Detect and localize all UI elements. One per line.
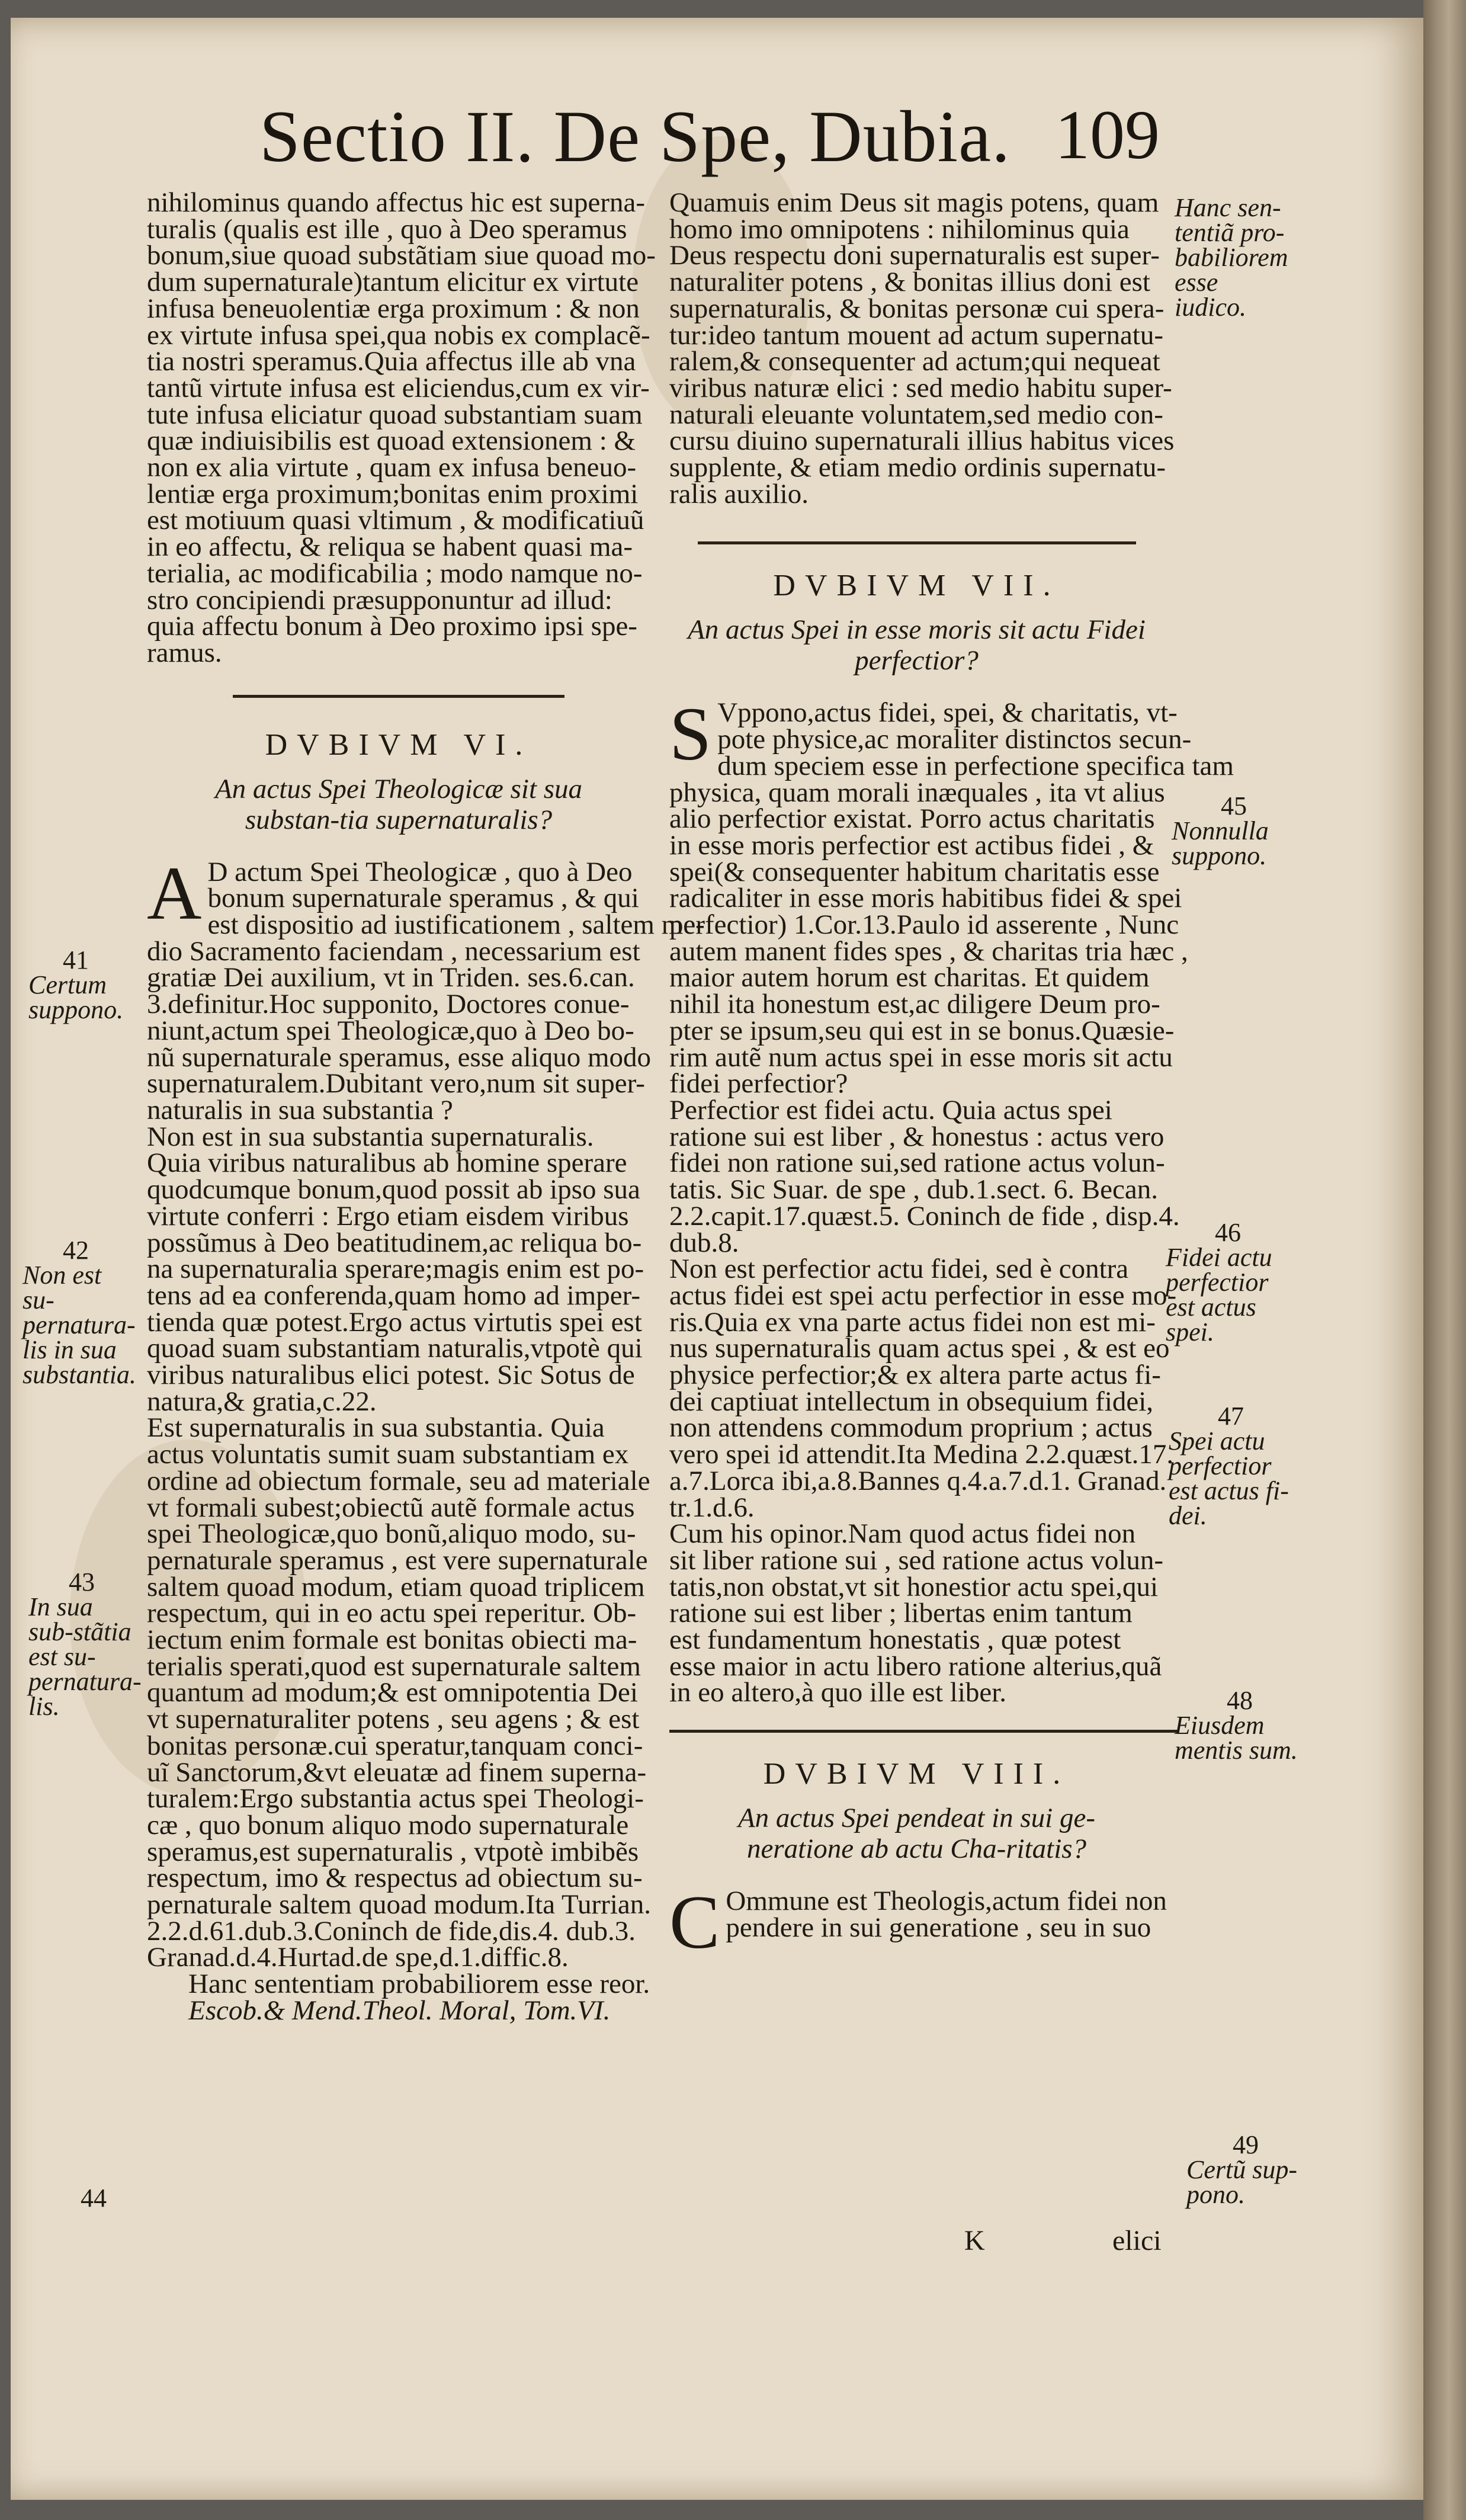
text-line: virtute conferri : Ergo etiam eisdem viribus [147,1200,629,1232]
paragraph-41 [147,851,705,1126]
paragraph-continuation [147,187,656,668]
text-line: pote physice,ac moraliter distinctos secun- [717,724,1192,755]
text-line: naturali eleuante voluntatem,sed medio con- [669,399,1163,430]
paragraph-continuation-right [669,187,1175,509]
text-line: est motiuum quasi vltimum , & modificatiuũ [147,505,644,536]
text-line: iectum enim formale est bonitas obiecti ma- [147,1624,637,1656]
text-line: ramus. [147,637,222,668]
text-line: non ex alia virtute , quam ex infusa beneuo- [147,452,637,483]
text-line: tienda quæ potest.Ergo actus virtutis spei est [147,1306,642,1338]
text-line: tens ad ea conferenda,quam homo ad imper- [147,1280,640,1311]
text-line: supplente, & etiam medio ordinis supernatu- [669,452,1166,483]
text-line: tur:ideo tantum mouent ad actum supernatu- [669,319,1164,351]
dubium-8-question: An actus Spei pendeat in sui ge-neratione ab actu Cha-ritatis? [737,1803,1096,1865]
text-line: maior autem horum est charitas. Et quidem [669,962,1150,993]
text-line: dum supernaturale)tantum elicitur ex virtute [147,267,639,298]
text-line: Vppono,actus fidei, spei, & charitatis, vt- [717,697,1178,729]
text-line: Perfectior est fidei actu. Quia actus spei [669,1094,1112,1126]
text-line: niunt,actum spei Theologicæ,quo à Deo bo- [147,1015,634,1046]
text-line: spei(& consequenter habitum charitatis esse [669,856,1160,887]
text-line: stro concipiendi præsupponuntur ad illud: [147,584,612,615]
text-line: nihilominus quando affectus hic est superna- [147,187,646,218]
text-line: vt formali subest;obiectũ autẽ formale actus [147,1492,635,1523]
text-line: tantũ virtute infusa est eliciendus,cum ex vir- [147,372,650,403]
text-line: ris.Quia ex vna parte actus fidei non est mi- [669,1306,1156,1338]
text-line: cursu diuino supernaturali illius habitus vices [669,425,1175,457]
text-line: natura,& gratia,c.22. [147,1386,377,1417]
text-line: nũ supernaturale speramus, esse aliquo modo [147,1041,652,1073]
text-line: pernaturale saltem quoad modum.Ita Turrian. [147,1889,652,1921]
text-line: ratione sui est liber , & honestus : actus vero [669,1121,1165,1152]
text-line: tia nostri speramus.Quia affectus ille ab vna [147,346,636,377]
paragraph-47 [669,1253,1177,1523]
text-line: saltem quoad modum, etiam quoad triplicem [147,1571,645,1602]
text-line: in eo affectu, & reliqua se habent quasi ma- [147,531,633,563]
text-line: dub.8. [669,1227,739,1258]
signature-mark: K [964,2225,985,2256]
text-line: quia affectu bonum à Deo proximo ipsi spe- [147,611,637,642]
text-line: cæ , quo bonum aliquo modo supernaturale [147,1809,629,1841]
initial-letter-c: C [669,1880,720,1965]
book-gutter [1423,0,1466,2520]
text-line: pter se ipsum,seu qui est in se bonus.Quæsie- [669,1015,1175,1046]
text-line: quodcumque bonum,quod possit ab ipso sua [147,1174,640,1206]
initial-letter-s: S [669,692,712,777]
text-line: autem manent fides spes , & charitas tria hæc , [669,935,1188,967]
text-line: ratione sui est liber ; libertas enim tantum [669,1598,1133,1629]
text-line: pendere in sui generatione , seu in suo [726,1912,1151,1943]
text-line: gratiæ Dei auxilium, vt in Triden. ses.6.can. [147,962,635,993]
text-line: 2.2.capit.17.quæst.5. Coninch de fide , disp.4. [669,1200,1180,1232]
paragraph-42 [147,1121,650,1417]
text-line: Deus respectu doni supernaturalis est super- [669,240,1160,271]
text-line: Non est perfectior actu fidei, sed è contra [669,1253,1129,1285]
text-line: turalem:Ergo substantia actus spei Theologi- [147,1783,644,1814]
catchline: Escob.& Mend.Theol. Moral, Tom.VI. [188,1995,611,2026]
text-line: respectum, imo & respectus ad obiectum su- [147,1862,643,1894]
text-line: est dispositio ad iustificationem , saltem me- [207,909,705,941]
text-line: D actum Spei Theologicæ , quo à Deo [207,856,633,887]
text-line: bonum supernaturale speramus , & qui [207,883,639,914]
text-line: a.7.Lorca ibi,a.8.Bannes q.4.a.7.d.1. Granad. [669,1465,1167,1496]
text-line: possũmus à Deo beatitudinem,ac reliqua bo- [147,1227,642,1258]
dubium-6-heading: DVBIVM VI. [265,727,532,762]
text-line: radicaliter in esse moris habitibus fidei & spei [669,883,1182,914]
paragraph-46 [669,1094,1180,1258]
text-line: dio Sacramento faciendam , necessarium est [147,935,640,967]
margin-note-45: 45 Nonnulla suppono. [1172,791,1269,870]
text-line: viribus naturalibus elici potest. Sic Sotus de [147,1360,635,1391]
text-line: 2.2.d.61.dub.3.Coninch de fide,dis.4. dub.3. [147,1915,636,1947]
book-page [11,18,1423,2500]
text-line: viribus naturæ elici : sed medio habitu super- [669,372,1172,403]
text-line: Ommune est Theologis,actum fidei non [726,1886,1167,1917]
text-line: tr.1.d.6. [669,1492,755,1523]
margin-note-43: 43 In sua sub-stãtia est su-pernatura-lis. [28,1567,142,1721]
text-line: Granad.d.4.Hurtad.de spe,d.1.diffic.8. [147,1942,569,1973]
paragraph-49 [669,1880,1167,1965]
text-line: terialia, ac modificabilia ; modo namque no- [147,557,643,589]
page-number: 109 [1055,96,1160,174]
text-line: Cum his opinor.Nam quod actus fidei non [669,1518,1136,1550]
text-line: Est supernaturalis in sua substantia. Quia [147,1412,605,1444]
running-title: Sectio II. De Spe, Dubia. [259,96,1011,177]
paragraph-44: Hanc sententiam probabiliorem esse reor. [188,1968,650,2000]
text-line: supernaturalem.Dubitant vero,num sit super- [147,1068,645,1099]
text-line: terialis sperati,quod est supernaturale saltem [147,1650,641,1682]
text-line: vero spei id attendit.Ita Medina 2.2.quæst.17. [669,1439,1174,1470]
text-line: dei captiuat intellectum in obsequium fidei, [669,1386,1154,1417]
text-line: naturalis in sua substantia ? [147,1094,453,1126]
text-line: turalis (qualis est ille , quo à Deo speramus [147,213,627,245]
text-line: Quamuis enim Deus sit magis potens, quam [669,187,1159,218]
margin-note-49: 49 Certũ sup-pono. [1186,2130,1297,2209]
text-line: rim autẽ num actus spei in esse moris sit actu [669,1041,1173,1073]
text-line: uĩ Sanctorum,&vt eleuatæ ad finem superna- [147,1756,647,1788]
margin-note-44: 44 [81,2184,107,2213]
text-line: actus fidei est spei actu perfectior in esse mo- [669,1280,1177,1311]
text-line: sit liber ratione sui , sed ratione actus volun- [669,1544,1164,1576]
text-line: Non est in sua substantia supernaturalis. [147,1121,594,1152]
text-line: bonum,siue quoad substãtiam siue quoad mo- [147,240,656,271]
text-line: dum speciem esse in perfectione specifica tam [717,750,1234,781]
margin-note-48: 48 Eiusdem mentis sum. [1175,1686,1298,1765]
margin-note-42: 42 Non est su-pernatura-lis in sua substantia. [23,1236,136,1389]
text-line: actus voluntatis sumit suam substantiam ex [147,1439,629,1470]
text-line: perfectior) 1.Cor.13.Paulo id asserente , Nunc [669,909,1179,941]
catchword: elici [1112,2225,1162,2256]
margin-note-hanc: Hanc sen-tentiã pro-babiliorem esse iudico. [1175,193,1288,322]
page-header [259,89,1160,201]
text-line: nihil ita honestum est,ac diligere Deum pro- [669,989,1160,1020]
text-line: respectum, qui in eo actu spei reperitur. Ob- [147,1598,637,1629]
text-line: est fundamentum honestatis , quæ potest [669,1624,1121,1656]
text-line: bonitas personæ.cui speratur,tanquam conci- [147,1730,643,1761]
text-line: fidei perfectior? [669,1068,848,1099]
text-line: ex virtute infusa spei,qua nobis ex complacẽ- [147,319,650,351]
text-line: quæ indiuisibilis est quoad extensionem : & [147,425,636,457]
text-line: speramus,est supernaturalis , vtpotè imbibẽs [147,1836,639,1867]
dubium-7-heading: DVBIVM VII. [773,569,1060,603]
dubium-6-question: An actus Spei Theologicæ sit sua substan-tia supernaturalis? [214,773,583,835]
margin-note-46: 46 Fidei actu perfectior est actus spei. [1166,1218,1272,1346]
text-line: non attendens commodum proprium ; actus [669,1412,1153,1444]
margin-note-47: 47 Spei actu perfectior est actus fi-dei. [1169,1402,1289,1530]
text-line: ralem,& consequenter ad actum;qui nequeat [669,346,1160,377]
margin-note-41: 41 Certum suppono. [28,945,124,1024]
text-line: na supernaturalia sperare;magis enim est po- [147,1253,644,1285]
text-line: 3.definitur.Hoc supponito, Doctores conue- [147,989,630,1020]
text-line: nus supernaturalis quam actus spei , & est eo [669,1333,1170,1364]
text-line: infusa beneuolentiæ erga proximum : & non [147,293,640,324]
text-line: fidei non ratione sui,sed ratione actus volun- [669,1147,1165,1179]
paragraph-43 [147,1412,652,1973]
text-line: spei Theologicæ,quo bonũ,aliquo modo, su- [147,1518,636,1550]
text-line: tatis. Sic Suar. de spe , dub.1.sect. 6. Becan. [669,1174,1158,1206]
text-line: in esse moris perfectior est actibus fidei , & [669,829,1154,861]
text-line: esse maior in actu libero ratione alterius,quã [669,1650,1162,1682]
dubium-7-question: An actus Spei in esse moris sit actu Fidei perfectior? [688,614,1146,677]
text-line: supernaturalis, & bonitas personæ cui spera- [669,293,1165,324]
text-line: tatis,non obstat,vt sit honestior actu spei,qui [669,1571,1159,1602]
text-line: ralis auxilio. [669,478,809,509]
text-line: lentiæ erga proximum;bonitas enim proximi [147,478,639,509]
text-line: pernaturale speramus , est vere supernaturale [147,1544,648,1576]
text-line: physica, quam morali inæquales , ita vt alius [669,777,1165,808]
text-line: vt supernaturaliter potens , seu agens ; & est [147,1704,640,1735]
text-line: physice perfectior;& ex altera parte actus fi- [669,1360,1161,1391]
dubium-8-heading: DVBIVM VIII. [763,1757,1070,1791]
initial-letter-a: A [147,851,202,935]
text-line: quoad suam substantiam naturalis,vtpotè qui [147,1333,643,1364]
text-line: ordine ad obiectum formale, seu ad materiale [147,1465,650,1496]
text-line: naturaliter potens , & bonitas illius doni est [669,267,1150,298]
text-line: alio perfectior existat. Porro actus charitatis [669,803,1155,835]
text-line: tute infusa eliciatur quoad substantiam suam [147,399,643,430]
text-line: homo imo omnipotens : nihilominus quia [669,213,1130,245]
text-line: quantum ad modum;& est omnipotentia Dei [147,1677,638,1708]
text-line: in eo altero,à quo ille est liber. [669,1677,1007,1708]
text-line: Quia viribus naturalibus ab homine sperare [147,1147,627,1179]
paragraph-48 [669,1518,1164,1708]
